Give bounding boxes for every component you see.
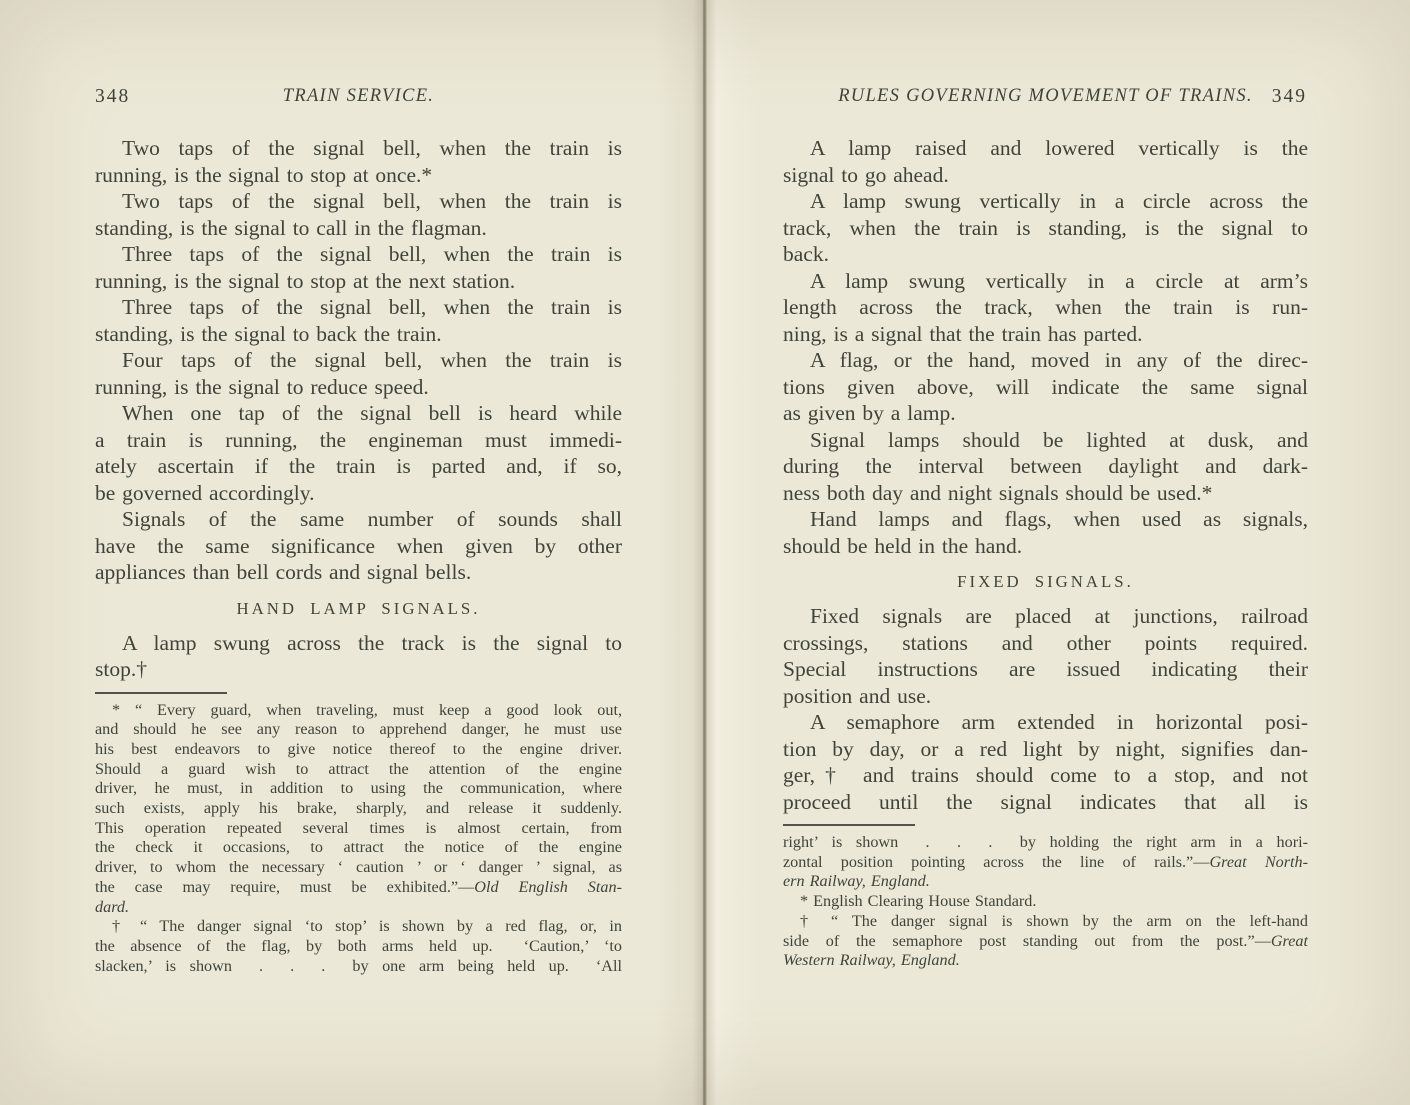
text-line: standing, is the signal to back the train. <box>95 321 442 346</box>
text-line: signal to go ahead. <box>783 162 949 187</box>
text-line: A lamp raised and lowered vertically is the <box>810 136 1308 160</box>
text-line: A lamp swung vertically in a circle at arm’s <box>810 268 1308 293</box>
footnote-line: right’ is shown . . . by holding the right arm in a hori- <box>783 833 1308 851</box>
text-line: Special instructions are issued indicating their <box>783 657 1308 681</box>
italic-citation: Old English Stan- <box>474 877 622 896</box>
text-line: standing, is the signal to call in the flagman. <box>95 215 487 240</box>
text-line: Four taps of the signal bell, when the train is <box>122 348 622 372</box>
text-line: as given by a lamp. <box>783 401 956 425</box>
footnote-separator <box>95 692 227 694</box>
right-page <box>783 86 1308 971</box>
footnote-line <box>95 878 622 898</box>
right-running-title: RULES GOVERNING MOVEMENT OF TRAINS. <box>838 86 1253 106</box>
text-segment: side of the semaphore post standing out from the post.”— <box>783 931 1271 950</box>
footnote-line <box>783 872 1308 892</box>
text-line: back. <box>783 242 829 266</box>
left-page-header <box>95 86 622 112</box>
text-line: Two taps of the signal bell, when the train is <box>122 136 622 160</box>
book-gutter <box>655 0 765 1105</box>
text-line: track, when the train is standing, is the signal to <box>783 215 1308 240</box>
text-line: running, is the signal to stop at the next station. <box>95 268 516 293</box>
footnote-line: his best endeavors to give notice thereof to the engine driver. <box>95 739 622 758</box>
text-line: crossings, stations and other points required. <box>783 630 1308 655</box>
text-line: A lamp swung vertically in a circle across the <box>810 189 1308 213</box>
text-line: Three taps of the signal bell, when the train is <box>122 295 622 319</box>
text-line: Fixed signals are placed at junctions, railroad <box>810 604 1308 628</box>
right-page-header <box>783 86 1308 112</box>
text-line: A flag, or the hand, moved in any of the direc- <box>810 348 1308 372</box>
footnote-line: driver, to whom the necessary ‘ caution ’ or ‘ danger ’ signal, as <box>95 858 622 877</box>
text-line: proceed until the signal indicates that all is <box>783 789 1308 814</box>
text-line: Three taps of the signal bell, when the train is <box>122 242 622 266</box>
text-line: Signal lamps should be lighted at dusk, and <box>810 427 1308 452</box>
section-heading: FIXED SIGNALS. <box>957 572 1134 591</box>
text-segment: zontal position pointing across the line of rails.”— <box>783 852 1210 871</box>
footnote-line: † “ The danger signal is shown by the arm on the left-hand <box>800 911 1308 930</box>
footnote-separator <box>783 824 915 826</box>
footnote-line: Should a guard wish to attract the attention of the engine <box>95 759 622 778</box>
text-line: Hand lamps and flags, when used as signals, <box>810 507 1308 531</box>
text-line: ness both day and night signals should be used.* <box>783 480 1213 505</box>
text-line: running, is the signal to reduce speed. <box>95 374 429 399</box>
footnote-line: * “ Every guard, when traveling, must keep a good look out, <box>112 700 622 719</box>
text-line: tion by day, or a red light by night, signifies dan- <box>783 736 1308 761</box>
left-running-title: TRAIN SERVICE. <box>282 86 435 106</box>
footnote-line: and should he see any reason to apprehend danger, he must use <box>95 720 622 739</box>
text-line: tions given above, will indicate the same signal <box>783 374 1308 399</box>
italic-citation: dard. <box>95 897 130 916</box>
footnote-line <box>783 951 1308 971</box>
footnote-line: driver, he must, in addition to using the communication, where <box>95 779 622 798</box>
footnote-line: slacken,’ is shown . . . by one arm being held up. ‘All <box>95 956 622 975</box>
footnote-line: * English Clearing House Standard. <box>800 892 1037 911</box>
right-page-number: 349 <box>1271 86 1307 107</box>
text-line: position and use. <box>783 683 932 708</box>
italic-citation: ern Railway, England. <box>783 872 930 891</box>
footnote-line: the absence of the flag, by both arms held up. ‘Caution,’ ‘to <box>95 936 622 955</box>
text-line: be governed accordingly. <box>95 480 315 505</box>
text-line: a train is running, the engineman must immedi- <box>95 427 622 452</box>
text-line: Two taps of the signal bell, when the train is <box>122 189 622 213</box>
right-page-content <box>783 135 1308 971</box>
text-line: ger,† and trains should come to a stop, and not <box>783 763 1308 787</box>
text-line: ning, is a signal that the train has parted. <box>783 321 1143 346</box>
footnote-line: This operation repeated several times is almost certain, from <box>95 818 622 837</box>
left-page-content <box>95 135 622 976</box>
footnote-line <box>95 898 622 918</box>
text-line: length across the track, when the train is run- <box>783 295 1308 319</box>
footnote-line <box>783 932 1308 952</box>
text-line: appliances than bell cords and signal bells. <box>95 560 472 584</box>
text-line: Signals of the same number of sounds shall <box>122 507 622 531</box>
text-line: running, is the signal to stop at once.* <box>95 162 433 187</box>
text-line: have the same significance when given by other <box>95 533 622 558</box>
text-line: ately ascertain if the train is parted and, if so, <box>95 454 622 478</box>
italic-citation: Great <box>1270 931 1308 950</box>
text-line: should be held in the hand. <box>783 533 1023 558</box>
text-segment: the case may require, must be exhibited.”— <box>95 877 475 896</box>
text-line: A lamp swung across the track is the signal to <box>122 630 622 655</box>
footnote-line <box>783 853 1308 873</box>
footnote-line: such exists, apply his brake, sharply, and release it suddenly. <box>95 799 622 818</box>
footnote-line: the check it occasions, to attract the notice of the engine <box>95 838 622 857</box>
section-heading: HAND LAMP SIGNALS. <box>236 598 481 618</box>
italic-citation: Great North- <box>1209 852 1308 871</box>
left-page <box>95 86 622 976</box>
italic-citation: Western Railway, England. <box>783 951 960 970</box>
text-line: A semaphore arm extended in horizontal posi- <box>810 710 1308 734</box>
text-line: stop.† <box>95 657 147 681</box>
text-line: When one tap of the signal bell is heard while <box>122 401 622 425</box>
text-line: during the interval between daylight and dark- <box>783 454 1308 478</box>
left-page-number: 348 <box>95 86 131 107</box>
footnote-line: † “ The danger signal ‘to stop’ is shown by a red flag, or, in <box>112 917 622 936</box>
